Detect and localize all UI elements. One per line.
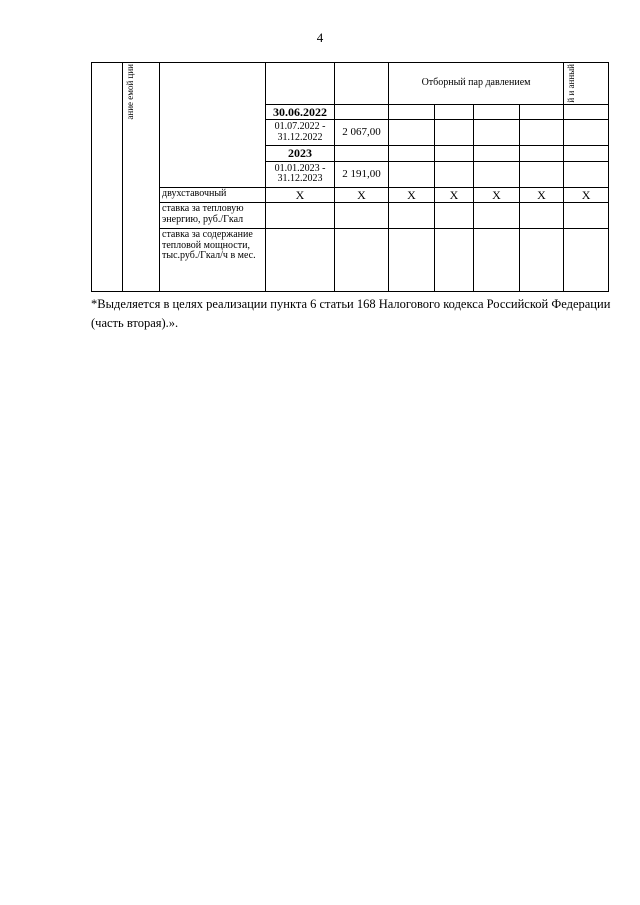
period-range: 01.07.2022 - 31.12.2022 xyxy=(266,120,335,146)
x-mark: X xyxy=(435,187,474,203)
period-range: 01.01.2023 - 31.12.2023 xyxy=(266,161,335,187)
period-value: 2 067,00 xyxy=(335,120,389,146)
x-mark: X xyxy=(389,187,435,203)
steam-group-header: Отборный пар давлением xyxy=(389,63,564,105)
header-value-cell xyxy=(335,63,389,105)
period-year: 2023 xyxy=(266,146,335,162)
vertical-name-text: ание емой ции xyxy=(125,64,135,120)
x-mark: X xyxy=(335,187,389,203)
capacity-rate-label: ставка за содержание тепловой мощности, тыс.руб./Гкал/ч в мес. xyxy=(160,229,266,292)
period-date: 30.06.2022 xyxy=(266,104,335,120)
tariff-table xyxy=(91,62,609,292)
x-mark: X xyxy=(474,187,520,203)
x-mark: X xyxy=(266,187,335,203)
vertical-last-header: й и анный xyxy=(564,63,609,105)
header-period-cell xyxy=(266,63,335,105)
x-mark: X xyxy=(564,187,609,203)
vertical-name-column xyxy=(123,63,160,292)
index-column xyxy=(92,63,123,292)
x-mark: X xyxy=(520,187,564,203)
period-value: 2 191,00 xyxy=(335,161,389,187)
page-number: 4 xyxy=(316,30,324,45)
group-label-cell xyxy=(160,63,266,188)
two-part-label: двухставочный xyxy=(160,187,266,203)
energy-rate-label: ставка за тепловую энергию, руб./Гкал xyxy=(160,203,266,229)
footnote: *Выделяется в целях реализации пункта 6 статьи 168 Налогового кодекса Российской Федерации (часть вторая).». xyxy=(91,297,611,330)
